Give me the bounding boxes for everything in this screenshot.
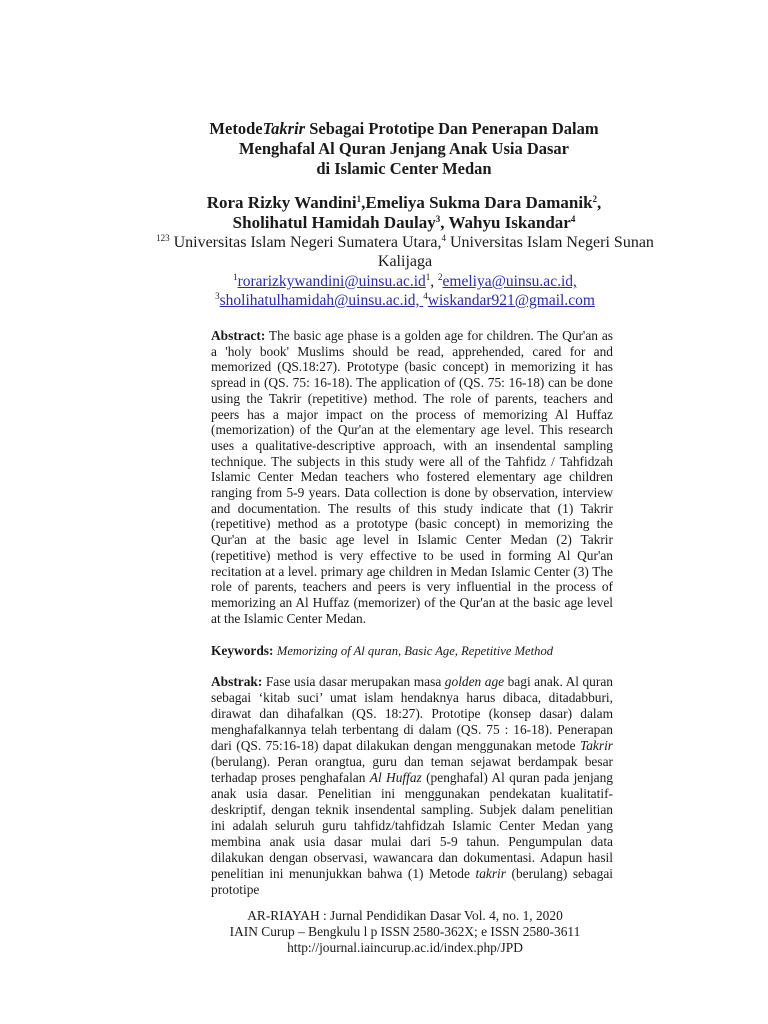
keywords-text: Memorizing of Al quran, Basic Age, Repetitive Method bbox=[276, 644, 554, 658]
email-mark: 3 bbox=[215, 291, 220, 301]
abstrak-text: Fase usia dasar merupakan masa bbox=[262, 674, 445, 689]
abstrak-text: (berulang) sebagai prototipe bbox=[211, 866, 613, 897]
abstrak-label: Abstrak: bbox=[211, 674, 263, 689]
abstract-label: Abstract: bbox=[211, 328, 266, 343]
author-3: Sholihatul Hamidah Daulay bbox=[232, 213, 436, 232]
author-2: ,Emeliya Sukma Dara Damanik bbox=[361, 193, 593, 212]
affiliation-mark: 4 bbox=[441, 233, 446, 243]
footer-url[interactable]: http://journal.iaincurup.ac.id/index.php/JPD bbox=[287, 940, 523, 955]
author-2-mark: 2 bbox=[592, 194, 598, 204]
email-separator: , bbox=[430, 273, 439, 290]
title-line-3: di Islamic Center Medan bbox=[316, 159, 492, 178]
paper-title bbox=[180, 119, 628, 179]
affiliation bbox=[150, 233, 660, 271]
keywords bbox=[211, 643, 613, 659]
abstrak-text: (berulang). Peran orangtua, guru dan teman sejawat berdampak besar terhadap proses penghafalan bbox=[211, 754, 613, 785]
abstract-body: The basic age phase is a golden age for children. The Qur'an as a 'holy book' Muslims should be read, apprehended, cared for and memorized (QS.18:27). Prototype (basic concept) in memorizing it has spread in (QS. 75: 16-18). The application of (QS. 75: 16-18) can be done using the Takrir (repetitive) method. The role of parents, teachers and peers has a major impact on the process of memorizing Al Huffaz (memorization) of the Qur'an at the elementary age level. This research uses a qualitative-descriptive approach, with an insendental sampling technique. The subjects in this study were all of the Tahfidz / Tahfidzah Islamic Center Medan teachers who fostered elementary age children ranging from 5-9 years. Data collection is done by observation, interview and documentation. The results of this study indicate that (1) Takrir (repetitive) method as a prototype (basic concept) in memorizing the Qur'an at the basic age level in Islamic Center Medan (2) Takrir (repetitive) method is very effective to be used in forming Al Qur'an recitation at a level. primary age children in Medan Islamic Center (3) The role of parents, teachers and peers is very influential in the process of memorizing an Al Huffaz (memorizer) of the Qur'an at the basic age level at the Islamic Center Medan. bbox=[211, 328, 613, 626]
author-list bbox=[150, 193, 658, 233]
abstrak-italic: Takrir bbox=[580, 738, 613, 753]
title-italic: Takrir bbox=[262, 119, 306, 138]
title-text: Sebagai Prototipe Dan Penerapan Dalam bbox=[305, 119, 599, 138]
affiliation-text: Universitas Islam Negeri Sumatera Utara, bbox=[169, 234, 442, 251]
footer-issn: IAIN Curup – Bengkulu l p ISSN 2580-362X; e ISSN 2580-3611 bbox=[229, 924, 581, 939]
affiliation-mark: 123 bbox=[156, 233, 170, 243]
author-4-mark: 4 bbox=[570, 214, 576, 224]
abstrak-italic: Al Huffaz bbox=[369, 770, 422, 785]
author-4: , Wahyu Iskandar bbox=[440, 213, 571, 232]
author-1-mark: 1 bbox=[356, 194, 362, 204]
affiliation-text: Universitas Islam Negeri Sunan Kalijaga bbox=[377, 234, 654, 270]
email-mark: 1 bbox=[233, 272, 238, 282]
email-link-1[interactable]: rorarizkywandini@uinsu.ac.id bbox=[237, 273, 426, 290]
abstract-english bbox=[211, 328, 613, 626]
title-line-2: Menghafal Al Quran Jenjang Anak Usia Dasar bbox=[238, 139, 570, 158]
email-mark: 4 bbox=[423, 291, 428, 301]
email-mark: 2 bbox=[438, 272, 443, 282]
email-list bbox=[150, 272, 660, 310]
abstract-indonesian bbox=[211, 674, 613, 898]
email-link-2[interactable]: emeliya@uinsu.ac.id, bbox=[442, 273, 577, 290]
author-3-mark: 3 bbox=[435, 214, 441, 224]
email-mark: 1 bbox=[425, 272, 431, 282]
keywords-label: Keywords: bbox=[211, 643, 274, 658]
abstrak-italic: takrir bbox=[475, 866, 506, 881]
email-link-3[interactable]: sholihatulhamidah@uinsu.ac.id, bbox=[219, 292, 424, 309]
abstrak-text: bagi anak. Al quran sebagai ‘kitab suci’ umat islam hendaknya harus dibaca, ditadabburi, dirawat dan dihafalkan (QS. 18:27). Prototipe (konsep dasar) dalam menghafalkannya telah terbentang di dalam (QS. 75 : 16-18). Penerapan dari (QS. 75:16-18) dapat dilakukan dengan menggunakan metode bbox=[211, 674, 613, 753]
title-line-1 bbox=[180, 119, 628, 139]
title-text: Metode bbox=[209, 119, 263, 138]
abstrak-text: (penghafal) Al quran pada jenjang anak usia dasar. Penelitian ini menggunakan pendekatan kualitatif- deskriptif, dengan teknik insendental sampling. Subjek dalam penelitian ini adalah seluruh guru tahfidz/tahfidzah Islamic Center Medan yang membina anak usia dasar mulai dari 5-9 tahun. Pengumpulan data dilakukan dengan observasi, wawancara dan dokumentasi. Adapun hasil penelitian ini menunjukkan bahwa (1) Metode bbox=[211, 770, 614, 881]
abstrak-italic: golden age bbox=[444, 674, 505, 689]
email-link-4[interactable]: wiskandar921@gmail.com bbox=[427, 292, 595, 309]
author-1: Rora Rizky Wandini bbox=[206, 193, 357, 212]
footer-journal: AR-RIAYAH : Jurnal Pendidikan Dasar Vol. 4, no. 1, 2020 bbox=[247, 908, 563, 923]
author-separator: , bbox=[597, 193, 602, 212]
journal-footer bbox=[180, 908, 630, 956]
